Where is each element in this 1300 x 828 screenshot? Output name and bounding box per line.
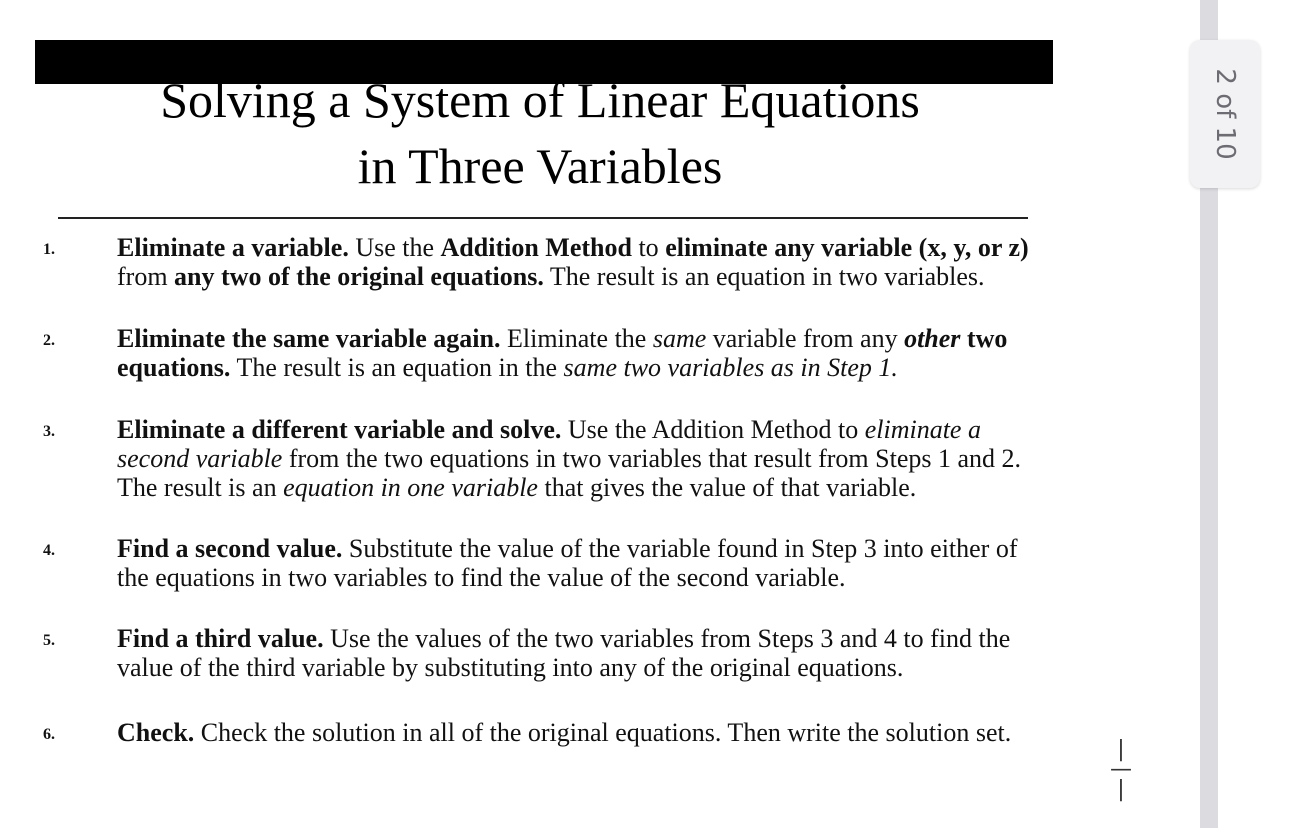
step-text-run: same	[652, 324, 707, 353]
step-text	[117, 534, 1037, 592]
step-text-run: any two of the original equations.	[174, 262, 544, 291]
step-text	[117, 233, 1037, 291]
step-text-run: Eliminate the same variable again.	[117, 324, 501, 353]
step-text-run: that gives the value of that variable.	[537, 473, 917, 502]
step-text-run: to	[631, 233, 666, 262]
step-text-run: Substitute the value of the variable found in Step 3 into either of the equations in two variables to find the value of the second variable.	[117, 534, 1018, 592]
step-text-run: eliminate a second variable	[117, 415, 981, 473]
step-text	[117, 718, 1037, 747]
step-number: 4.	[43, 542, 55, 559]
step-text	[117, 324, 1037, 382]
step-text-run: from	[117, 262, 175, 291]
step-number: 5.	[43, 632, 55, 649]
step-text-run: Eliminate a variable.	[117, 233, 349, 262]
step-text-run: Find a third value.	[117, 624, 324, 653]
step-text	[117, 415, 1037, 502]
step-number: 3.	[43, 423, 55, 440]
step-text-run: The result is an equation in two variables.	[543, 262, 985, 291]
handwritten-mark: | — |	[1110, 737, 1132, 802]
step-text-run: Eliminate a different variable and solve.	[117, 415, 562, 444]
step-text-run: The result is an equation in the	[230, 353, 564, 382]
step-text-run: Find a second value.	[117, 534, 343, 563]
step-text-run: two equations.	[117, 324, 1008, 382]
step-number: 6.	[43, 726, 55, 743]
step-text-run: Check the solution in all of the original equations. Then write the solution set.	[194, 718, 1012, 747]
step-text-run: Use the	[348, 233, 441, 262]
page-indicator-label: 2 of 10	[1210, 68, 1240, 160]
step-text	[117, 624, 1037, 682]
step-text-run: Use the Addition Method to	[561, 415, 865, 444]
page-title-line-2: in Three Variables	[357, 138, 723, 194]
step-text-run: eliminate any variable (x, y, or z)	[665, 233, 1029, 262]
step-text-run: equation in one variable	[283, 473, 538, 502]
step-number: 1.	[43, 241, 55, 258]
step-text-run: from the two equations in two variables that result from Steps 1 and 2. The result is an	[117, 444, 1022, 502]
step-text-run: other	[904, 324, 961, 353]
step-text-run: Eliminate the	[500, 324, 653, 353]
page-indicator	[1190, 40, 1260, 188]
step-number: 2.	[43, 332, 55, 349]
step-text-run: Check.	[117, 718, 195, 747]
page-title-line-1: Solving a System of Linear Equations	[160, 72, 920, 128]
step-text-run: variable from any	[706, 324, 905, 353]
step-text-run: Addition Method	[440, 233, 632, 262]
step-text-run: Use the values of the two variables from Steps 3 and 4 to find the value of the third variable by substituting into any of the original equations.	[117, 624, 1011, 682]
title-divider	[58, 217, 1028, 219]
step-text-run: same two variables as in Step 1.	[563, 353, 898, 382]
